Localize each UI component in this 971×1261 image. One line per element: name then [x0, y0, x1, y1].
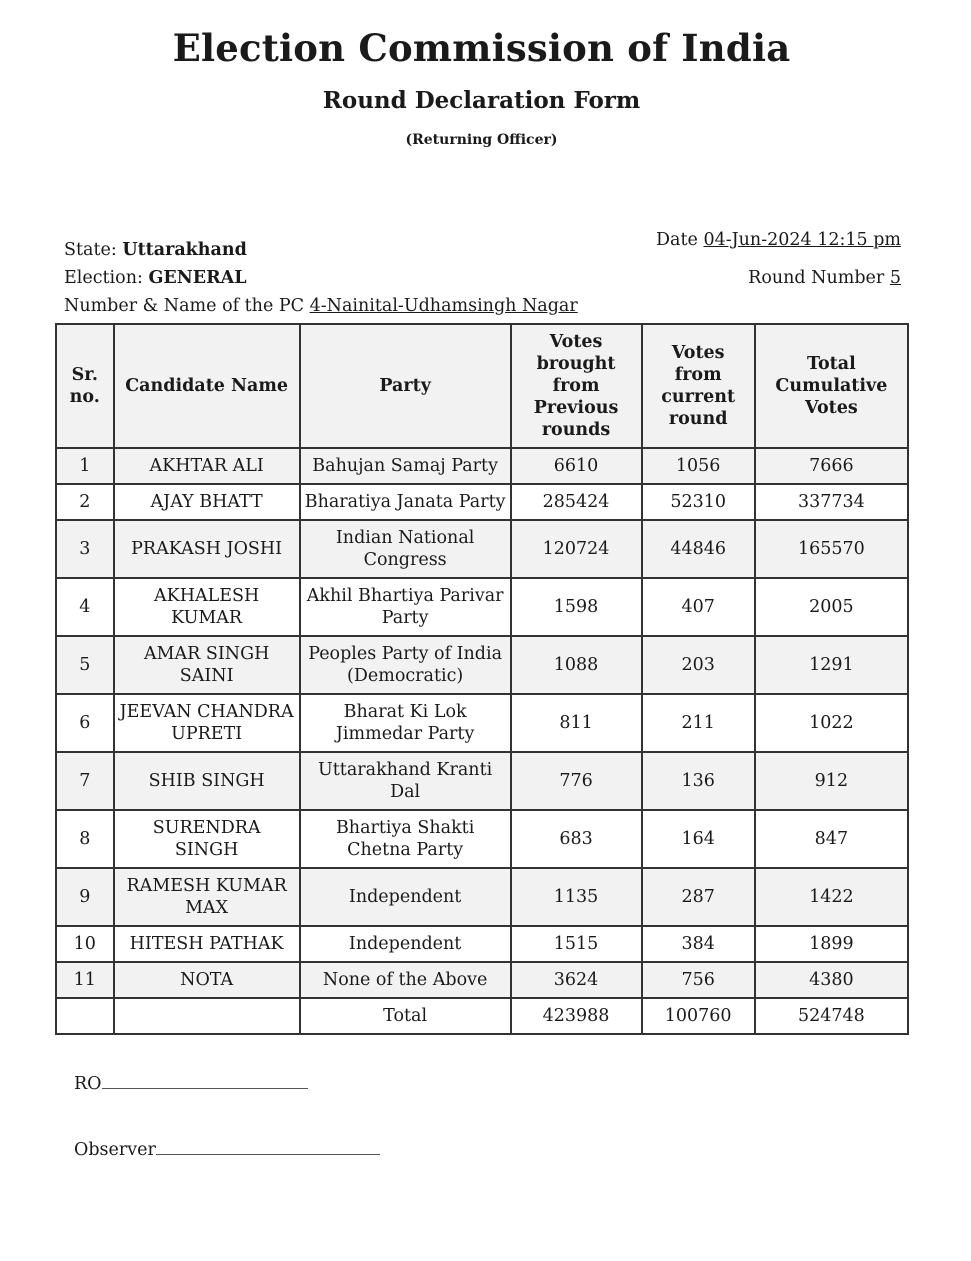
- col-header-party: Party: [300, 324, 511, 448]
- cell-sr: 5: [56, 636, 114, 694]
- cell-party: Bhartiya Shakti Chetna Party: [300, 810, 511, 868]
- cell-party: None of the Above: [300, 962, 511, 998]
- total-label: Total: [300, 998, 511, 1034]
- cell-total: 1422: [755, 868, 908, 926]
- date-line: [656, 230, 901, 250]
- col-header-candidate: Candidate Name: [114, 324, 300, 448]
- cell-sr: 3: [56, 520, 114, 578]
- cell-total: 1291: [755, 636, 908, 694]
- round-label: Round Number: [748, 268, 885, 288]
- cell-current: 136: [642, 752, 755, 810]
- cell-candidate: AJAY BHATT: [114, 484, 300, 520]
- cell-total: 165570: [755, 520, 908, 578]
- cell-current: 211: [642, 694, 755, 752]
- cell-sr: 10: [56, 926, 114, 962]
- cell-sr: 9: [56, 868, 114, 926]
- cell-party: Indian National Congress: [300, 520, 511, 578]
- cell-sr: 11: [56, 962, 114, 998]
- cell-prev: 285424: [511, 484, 642, 520]
- cell-candidate: RAMESH KUMAR MAX: [114, 868, 300, 926]
- table-row: [56, 694, 908, 752]
- table-row: [56, 926, 908, 962]
- cell-sr: 8: [56, 810, 114, 868]
- cell-candidate-empty: [114, 998, 300, 1034]
- date-value: 04-Jun-2024 12:15 pm: [703, 230, 901, 250]
- cell-prev: 1135: [511, 868, 642, 926]
- form-title: Round Declaration Form: [322, 87, 641, 114]
- col-header-prev-votes: Votes brought from Previous rounds: [511, 324, 642, 448]
- cell-total: 912: [755, 752, 908, 810]
- cell-prev: 1598: [511, 578, 642, 636]
- cell-current: 407: [642, 578, 755, 636]
- cell-sr-empty: [56, 998, 114, 1034]
- round-value: 5: [889, 268, 901, 288]
- observer-signature-field: [156, 1153, 380, 1155]
- table-row: [56, 636, 908, 694]
- cell-total: 1899: [755, 926, 908, 962]
- col-header-total-votes: Total Cumulative Votes: [755, 324, 908, 448]
- election-value: GENERAL: [148, 268, 247, 288]
- cell-sr: 7: [56, 752, 114, 810]
- cell-prev: 1088: [511, 636, 642, 694]
- table-row: [56, 448, 908, 484]
- cell-party: Akhil Bhartiya Parivar Party: [300, 578, 511, 636]
- cell-total: 4380: [755, 962, 908, 998]
- cell-party: Bharat Ki Lok Jimmedar Party: [300, 694, 511, 752]
- cell-prev: 683: [511, 810, 642, 868]
- cell-current: 384: [642, 926, 755, 962]
- cell-party: Bharatiya Janata Party: [300, 484, 511, 520]
- cell-sr: 1: [56, 448, 114, 484]
- round-line: [748, 268, 901, 288]
- state-value: Uttarakhand: [122, 240, 247, 260]
- cell-candidate: HITESH PATHAK: [114, 926, 300, 962]
- cell-prev: 1515: [511, 926, 642, 962]
- cell-candidate: SURENDRA SINGH: [114, 810, 300, 868]
- cell-candidate: NOTA: [114, 962, 300, 998]
- cell-party: Bahujan Samaj Party: [300, 448, 511, 484]
- observer-signature-line: [74, 1140, 380, 1160]
- state-line: [64, 240, 247, 260]
- cell-total: 1022: [755, 694, 908, 752]
- total-prev: 423988: [511, 998, 642, 1034]
- table-row: [56, 868, 908, 926]
- cell-prev: 120724: [511, 520, 642, 578]
- cell-current: 1056: [642, 448, 755, 484]
- pc-label: Number & Name of the PC: [64, 296, 305, 316]
- cell-candidate: PRAKASH JOSHI: [114, 520, 300, 578]
- cell-total: 2005: [755, 578, 908, 636]
- cell-party: Peoples Party of India (Democratic): [300, 636, 511, 694]
- cell-sr: 4: [56, 578, 114, 636]
- observer-label: Observer: [74, 1140, 156, 1160]
- cell-prev: 776: [511, 752, 642, 810]
- pc-value: 4-Nainital-Udhamsingh Nagar: [309, 296, 578, 316]
- table-row: [56, 578, 908, 636]
- cell-current: 44846: [642, 520, 755, 578]
- form-role: (Returning Officer): [405, 132, 558, 148]
- table-header-row: [56, 324, 908, 448]
- cell-candidate: SHIB SINGH: [114, 752, 300, 810]
- pc-line: [64, 296, 578, 316]
- table-row: [56, 810, 908, 868]
- cell-party: Uttarakhand Kranti Dal: [300, 752, 511, 810]
- results-table: [55, 323, 909, 1035]
- table-row: [56, 962, 908, 998]
- cell-prev: 3624: [511, 962, 642, 998]
- col-header-sr: Sr. no.: [56, 324, 114, 448]
- page-title: Election Commission of India: [172, 26, 791, 70]
- date-label: Date: [656, 230, 698, 250]
- table-row: [56, 520, 908, 578]
- cell-sr: 2: [56, 484, 114, 520]
- state-label: State:: [64, 240, 117, 260]
- cell-current: 203: [642, 636, 755, 694]
- col-header-current-votes: Votes from current round: [642, 324, 755, 448]
- cell-sr: 6: [56, 694, 114, 752]
- cell-current: 756: [642, 962, 755, 998]
- cell-candidate: JEEVAN CHANDRA UPRETI: [114, 694, 300, 752]
- ro-signature-field: [102, 1087, 308, 1089]
- cell-current: 287: [642, 868, 755, 926]
- total-cumulative: 524748: [755, 998, 908, 1034]
- cell-total: 337734: [755, 484, 908, 520]
- election-label: Election:: [64, 268, 143, 288]
- cell-current: 52310: [642, 484, 755, 520]
- cell-candidate: AKHTAR ALI: [114, 448, 300, 484]
- cell-candidate: AKHALESH KUMAR: [114, 578, 300, 636]
- total-current: 100760: [642, 998, 755, 1034]
- election-line: [64, 268, 247, 288]
- table-total-row: [56, 998, 908, 1034]
- cell-current: 164: [642, 810, 755, 868]
- cell-candidate: AMAR SINGH SAINI: [114, 636, 300, 694]
- cell-party: Independent: [300, 926, 511, 962]
- cell-prev: 6610: [511, 448, 642, 484]
- cell-prev: 811: [511, 694, 642, 752]
- cell-total: 7666: [755, 448, 908, 484]
- cell-party: Independent: [300, 868, 511, 926]
- ro-label: RO: [74, 1074, 102, 1094]
- table-row: [56, 752, 908, 810]
- cell-total: 847: [755, 810, 908, 868]
- table-row: [56, 484, 908, 520]
- ro-signature-line: [74, 1074, 308, 1094]
